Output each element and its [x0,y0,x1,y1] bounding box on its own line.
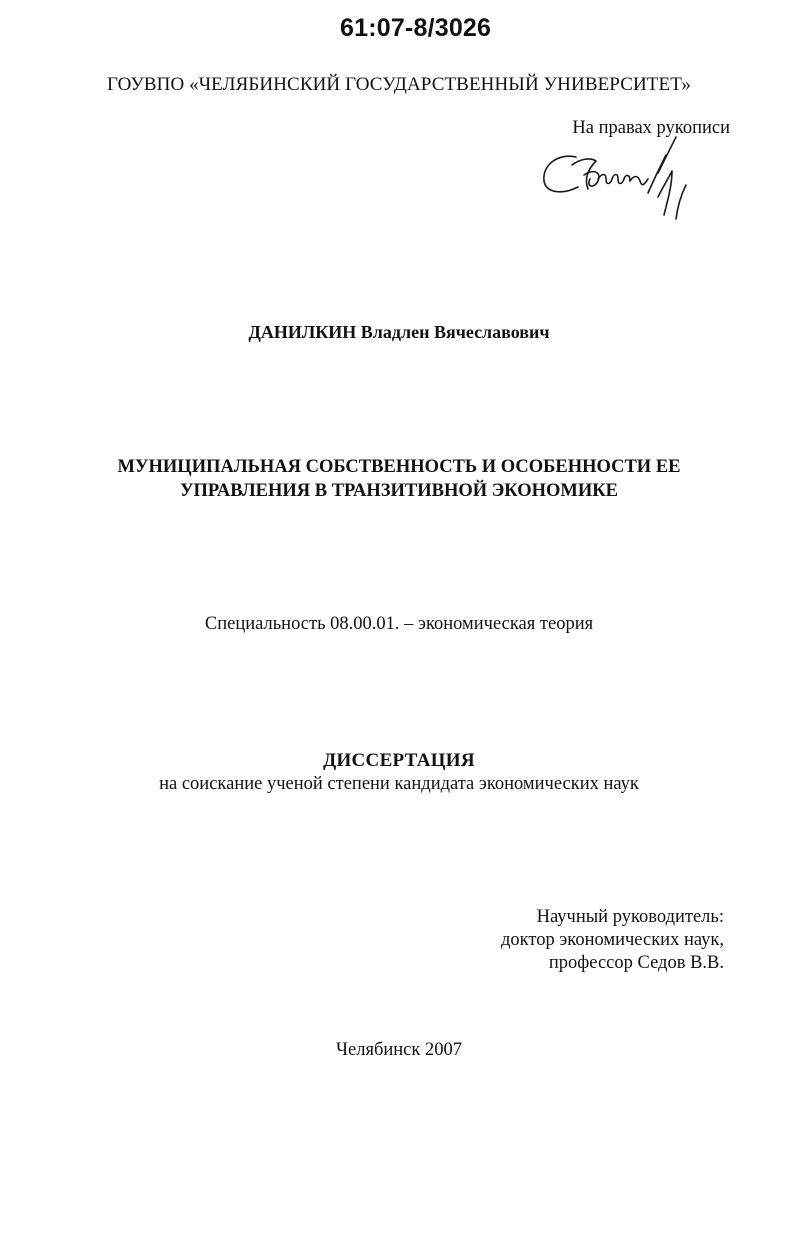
advisor-name: профессор Седов В.В. [548,953,724,973]
handwritten-signature [536,135,696,225]
title-line-1: МУНИЦИПАЛЬНАЯ СОБСТВЕННОСТЬ И ОСОБЕННОСТИ ЕЕ [117,457,681,477]
document-type: ДИССЕРТАЦИЯ [323,750,475,771]
advisor-degree: доктор экономических наук, [500,930,724,950]
title-line-2: УПРАВЛЕНИЯ В ТРАНЗИТИВНОЙ ЭКОНОМИКЕ [179,481,619,501]
archive-stamp-number: 61:07-8/3026 [340,14,492,42]
author-name [0,322,798,343]
dissertation-title [0,455,798,503]
city-year: Челябинск 2007 [335,1040,462,1060]
specialty-line: Специальность 08.00.01. – экономическая теория [204,614,594,634]
scientific-advisor-block [501,906,724,975]
author-given-names: Владлен Вячеславович [360,322,550,342]
author-surname: ДАНИЛКИН [248,322,357,342]
rights-note: На правах рукописи [572,118,730,138]
degree-line: на соискание ученой степени кандидата экономических наук [159,774,639,794]
organization-name: ГОУВПО «ЧЕЛЯБИНСКИЙ ГОСУДАРСТВЕННЫЙ УНИВЕРСИТЕТ» [106,74,692,95]
advisor-role: Научный руководитель: [536,907,724,927]
